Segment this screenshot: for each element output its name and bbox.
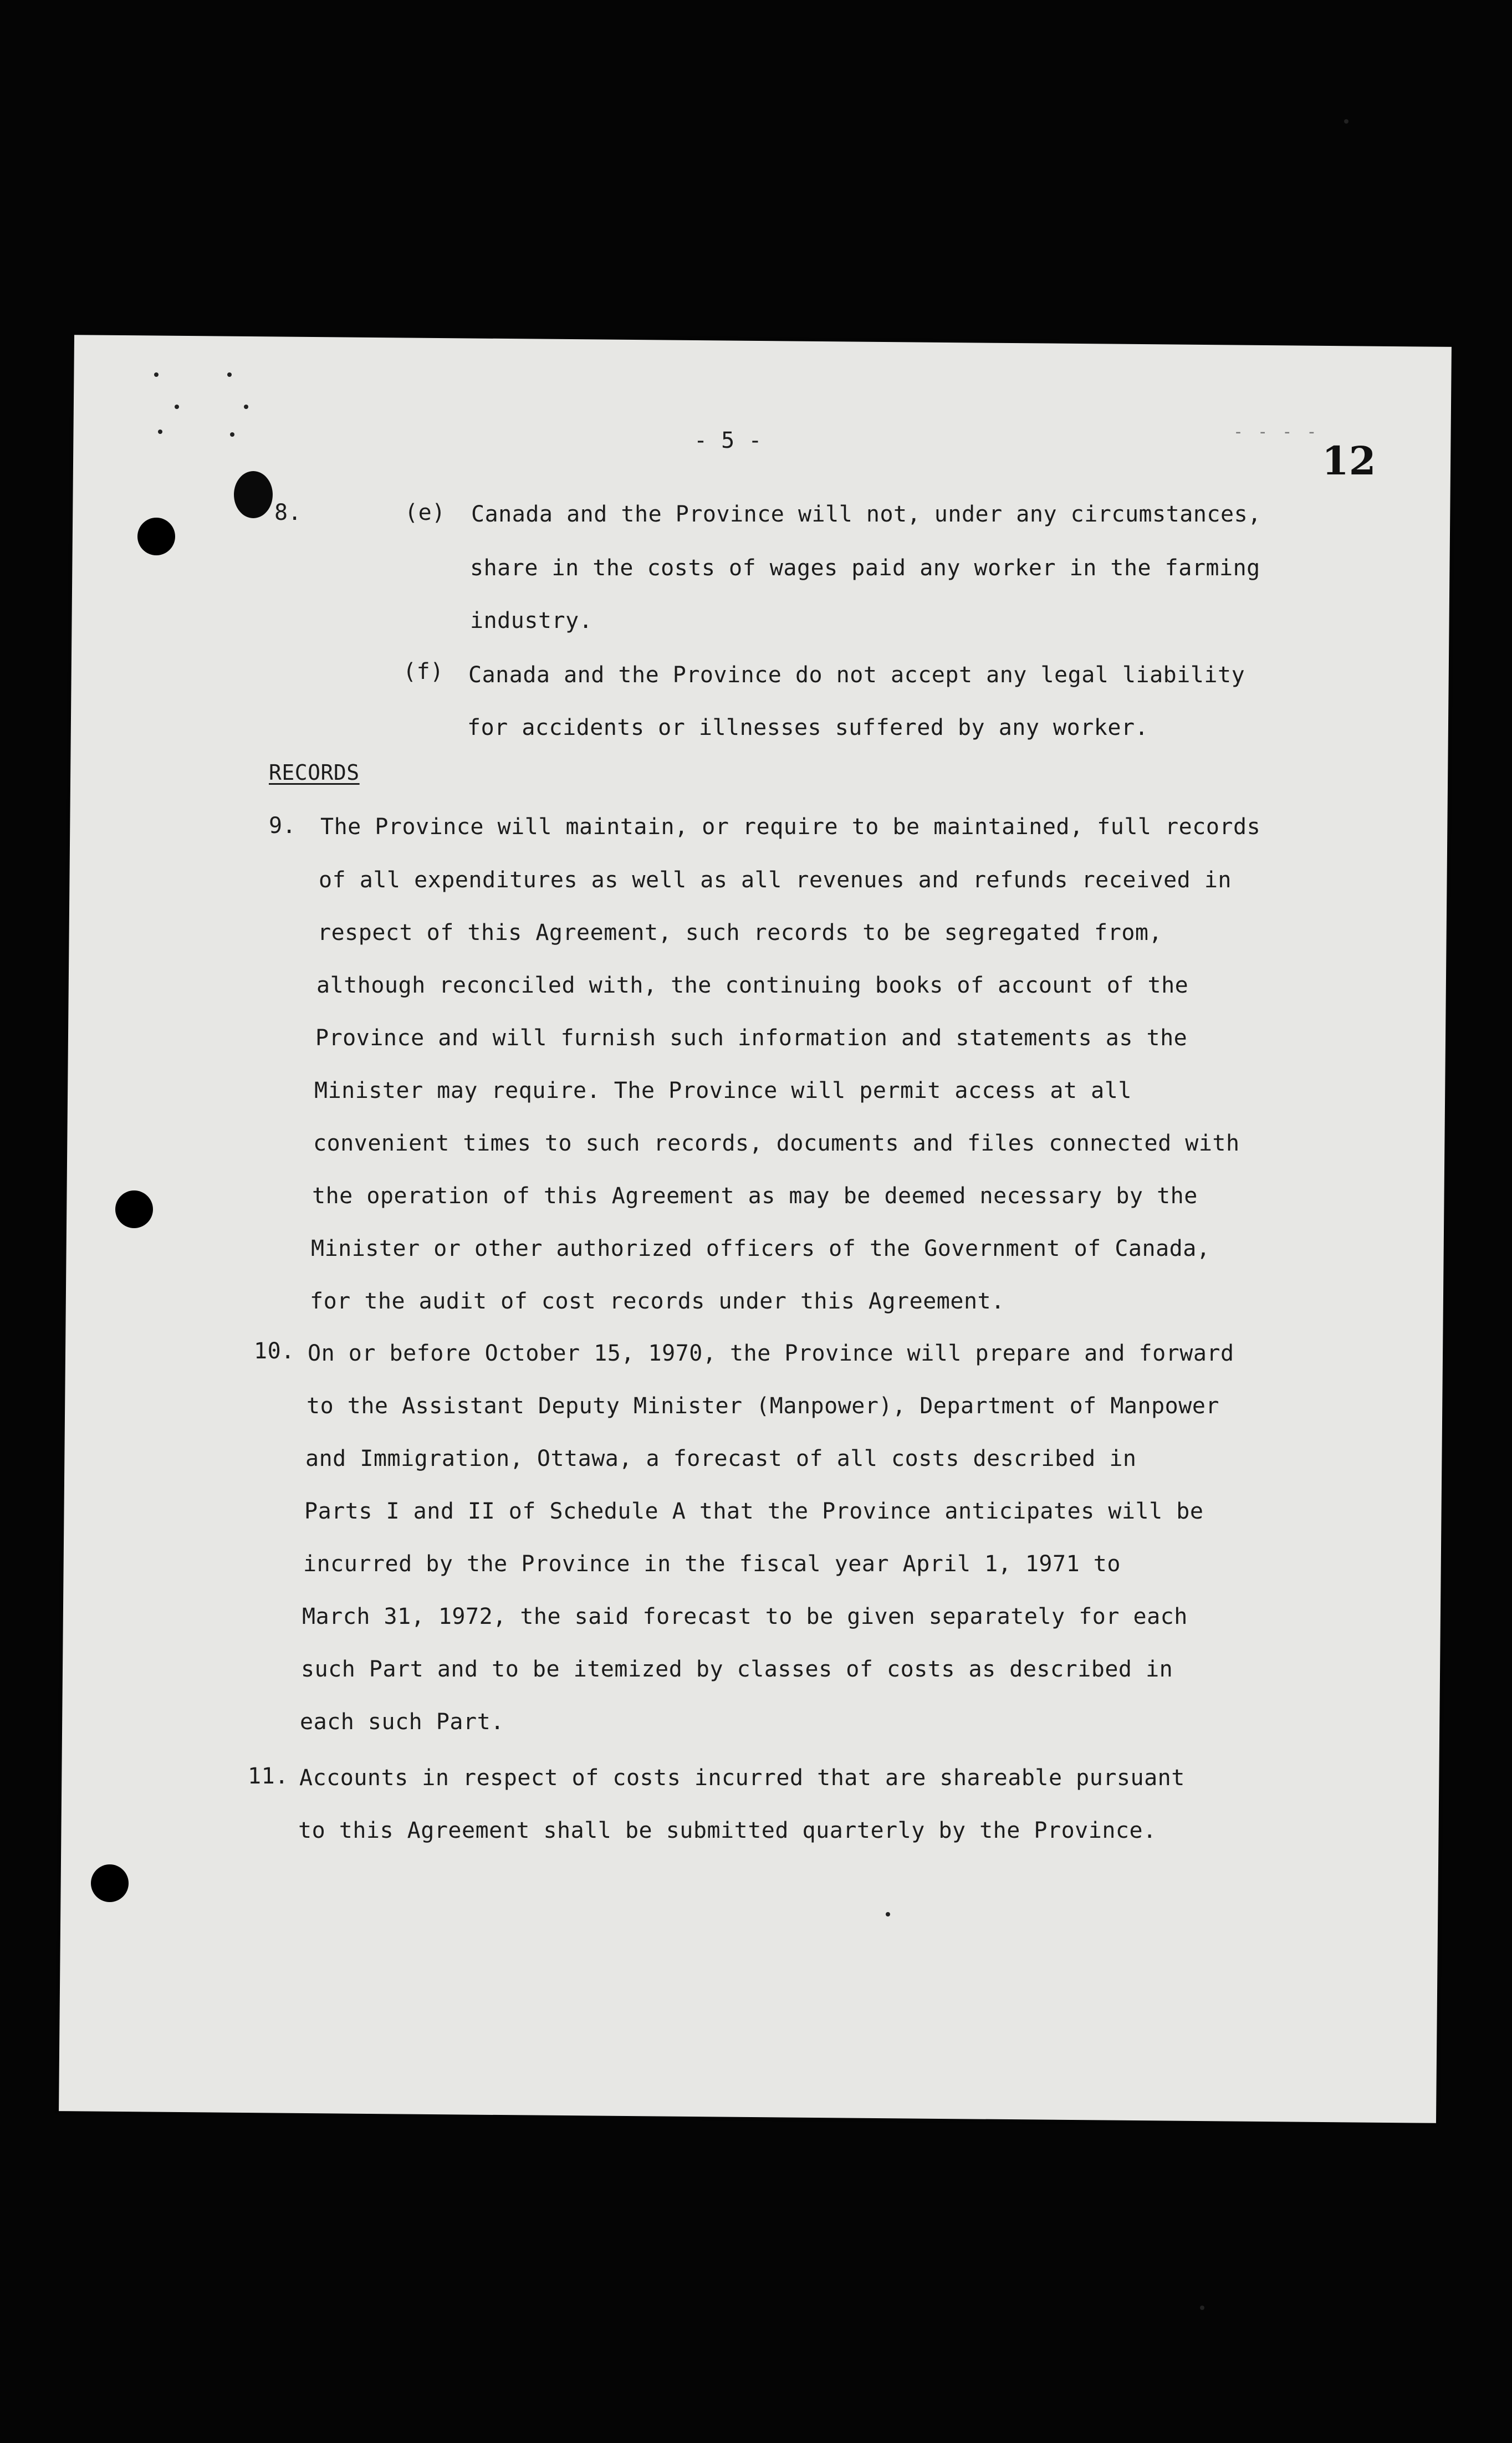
punch-hole-bottom bbox=[91, 1864, 129, 1902]
speck bbox=[244, 405, 248, 409]
speck bbox=[230, 432, 234, 437]
clause-9-line: Province and will furnish such information and statements as the bbox=[315, 1025, 1188, 1051]
clause-9-line: convenient times to such records, documents and files connected with bbox=[313, 1131, 1240, 1156]
clause-9-line: of all expenditures as well as all revenues and refunds received in bbox=[319, 867, 1232, 893]
clause-10-line: Parts I and II of Schedule A that the Province anticipates will be bbox=[304, 1499, 1204, 1524]
document-page bbox=[59, 335, 1452, 2123]
punch-hole-middle bbox=[115, 1190, 153, 1228]
clause-9-line: although reconciled with, the continuing books of account of the bbox=[316, 973, 1189, 998]
clause-10-line: incurred by the Province in the fiscal year April 1, 1971 to bbox=[303, 1551, 1121, 1577]
speck bbox=[1344, 119, 1348, 124]
clause-9-line: the operation of this Agreement as may be deemed necessary by the bbox=[312, 1183, 1198, 1209]
clause-8f-label: (f) bbox=[403, 659, 444, 684]
stamp-number: 12 bbox=[1322, 438, 1376, 484]
clause-10-line: each such Part. bbox=[300, 1709, 504, 1735]
speck bbox=[154, 372, 159, 377]
page-marker: - 5 - bbox=[694, 428, 762, 453]
clause-9-line: The Province will maintain, or require to be maintained, full records bbox=[320, 814, 1261, 840]
clause-10-line: March 31, 1972, the said forecast to be given separately for each bbox=[302, 1604, 1188, 1629]
speck bbox=[1200, 2306, 1204, 2310]
clause-9-line: for the audit of cost records under this Agreement. bbox=[310, 1289, 1005, 1314]
clause-8e-line: Canada and the Province will not, under any circumstances, bbox=[471, 502, 1261, 527]
clause-8e-line: share in the costs of wages paid any worker in the farming bbox=[470, 555, 1260, 581]
clause-8-number: 8. bbox=[274, 500, 302, 525]
speck bbox=[175, 405, 179, 409]
clause-11-line: Accounts in respect of costs incurred that are shareable pursuant bbox=[299, 1765, 1185, 1791]
clause-9-number: 9. bbox=[269, 813, 297, 839]
clause-10-number: 10. bbox=[254, 1338, 295, 1364]
speck bbox=[158, 430, 162, 434]
records-heading: RECORDS bbox=[269, 760, 360, 785]
clause-10-line: to the Assistant Deputy Minister (Manpower), Department of Manpower bbox=[307, 1393, 1219, 1419]
clause-8f-line: for accidents or illnesses suffered by any worker. bbox=[467, 715, 1149, 740]
clause-10-line: such Part and to be itemized by classes of costs as described in bbox=[301, 1657, 1173, 1682]
clause-11-line: to this Agreement shall be submitted quarterly by the Province. bbox=[298, 1818, 1157, 1843]
clause-10-line: and Immigration, Ottawa, a forecast of all costs described in bbox=[305, 1446, 1137, 1471]
clause-9-line: respect of this Agreement, such records to be segregated from, bbox=[318, 920, 1163, 945]
clause-10-line: On or before October 15, 1970, the Province will prepare and forward bbox=[308, 1341, 1234, 1366]
speck bbox=[886, 1912, 890, 1916]
clause-8e-line: industry. bbox=[470, 608, 593, 633]
speck bbox=[227, 372, 232, 377]
punch-hole-top bbox=[137, 518, 175, 555]
clause-11-number: 11. bbox=[248, 1764, 289, 1789]
clause-9-line: Minister may require. The Province will permit access at all bbox=[314, 1078, 1132, 1103]
punch-hole-top-inner bbox=[234, 471, 273, 518]
clause-8f-line: Canada and the Province do not accept any legal liability bbox=[468, 662, 1245, 688]
clause-8e-label: (e) bbox=[405, 500, 446, 525]
pencil-dash-mark: - - - - bbox=[1233, 422, 1319, 442]
clause-9-line: Minister or other authorized officers of the Government of Canada, bbox=[311, 1236, 1210, 1261]
